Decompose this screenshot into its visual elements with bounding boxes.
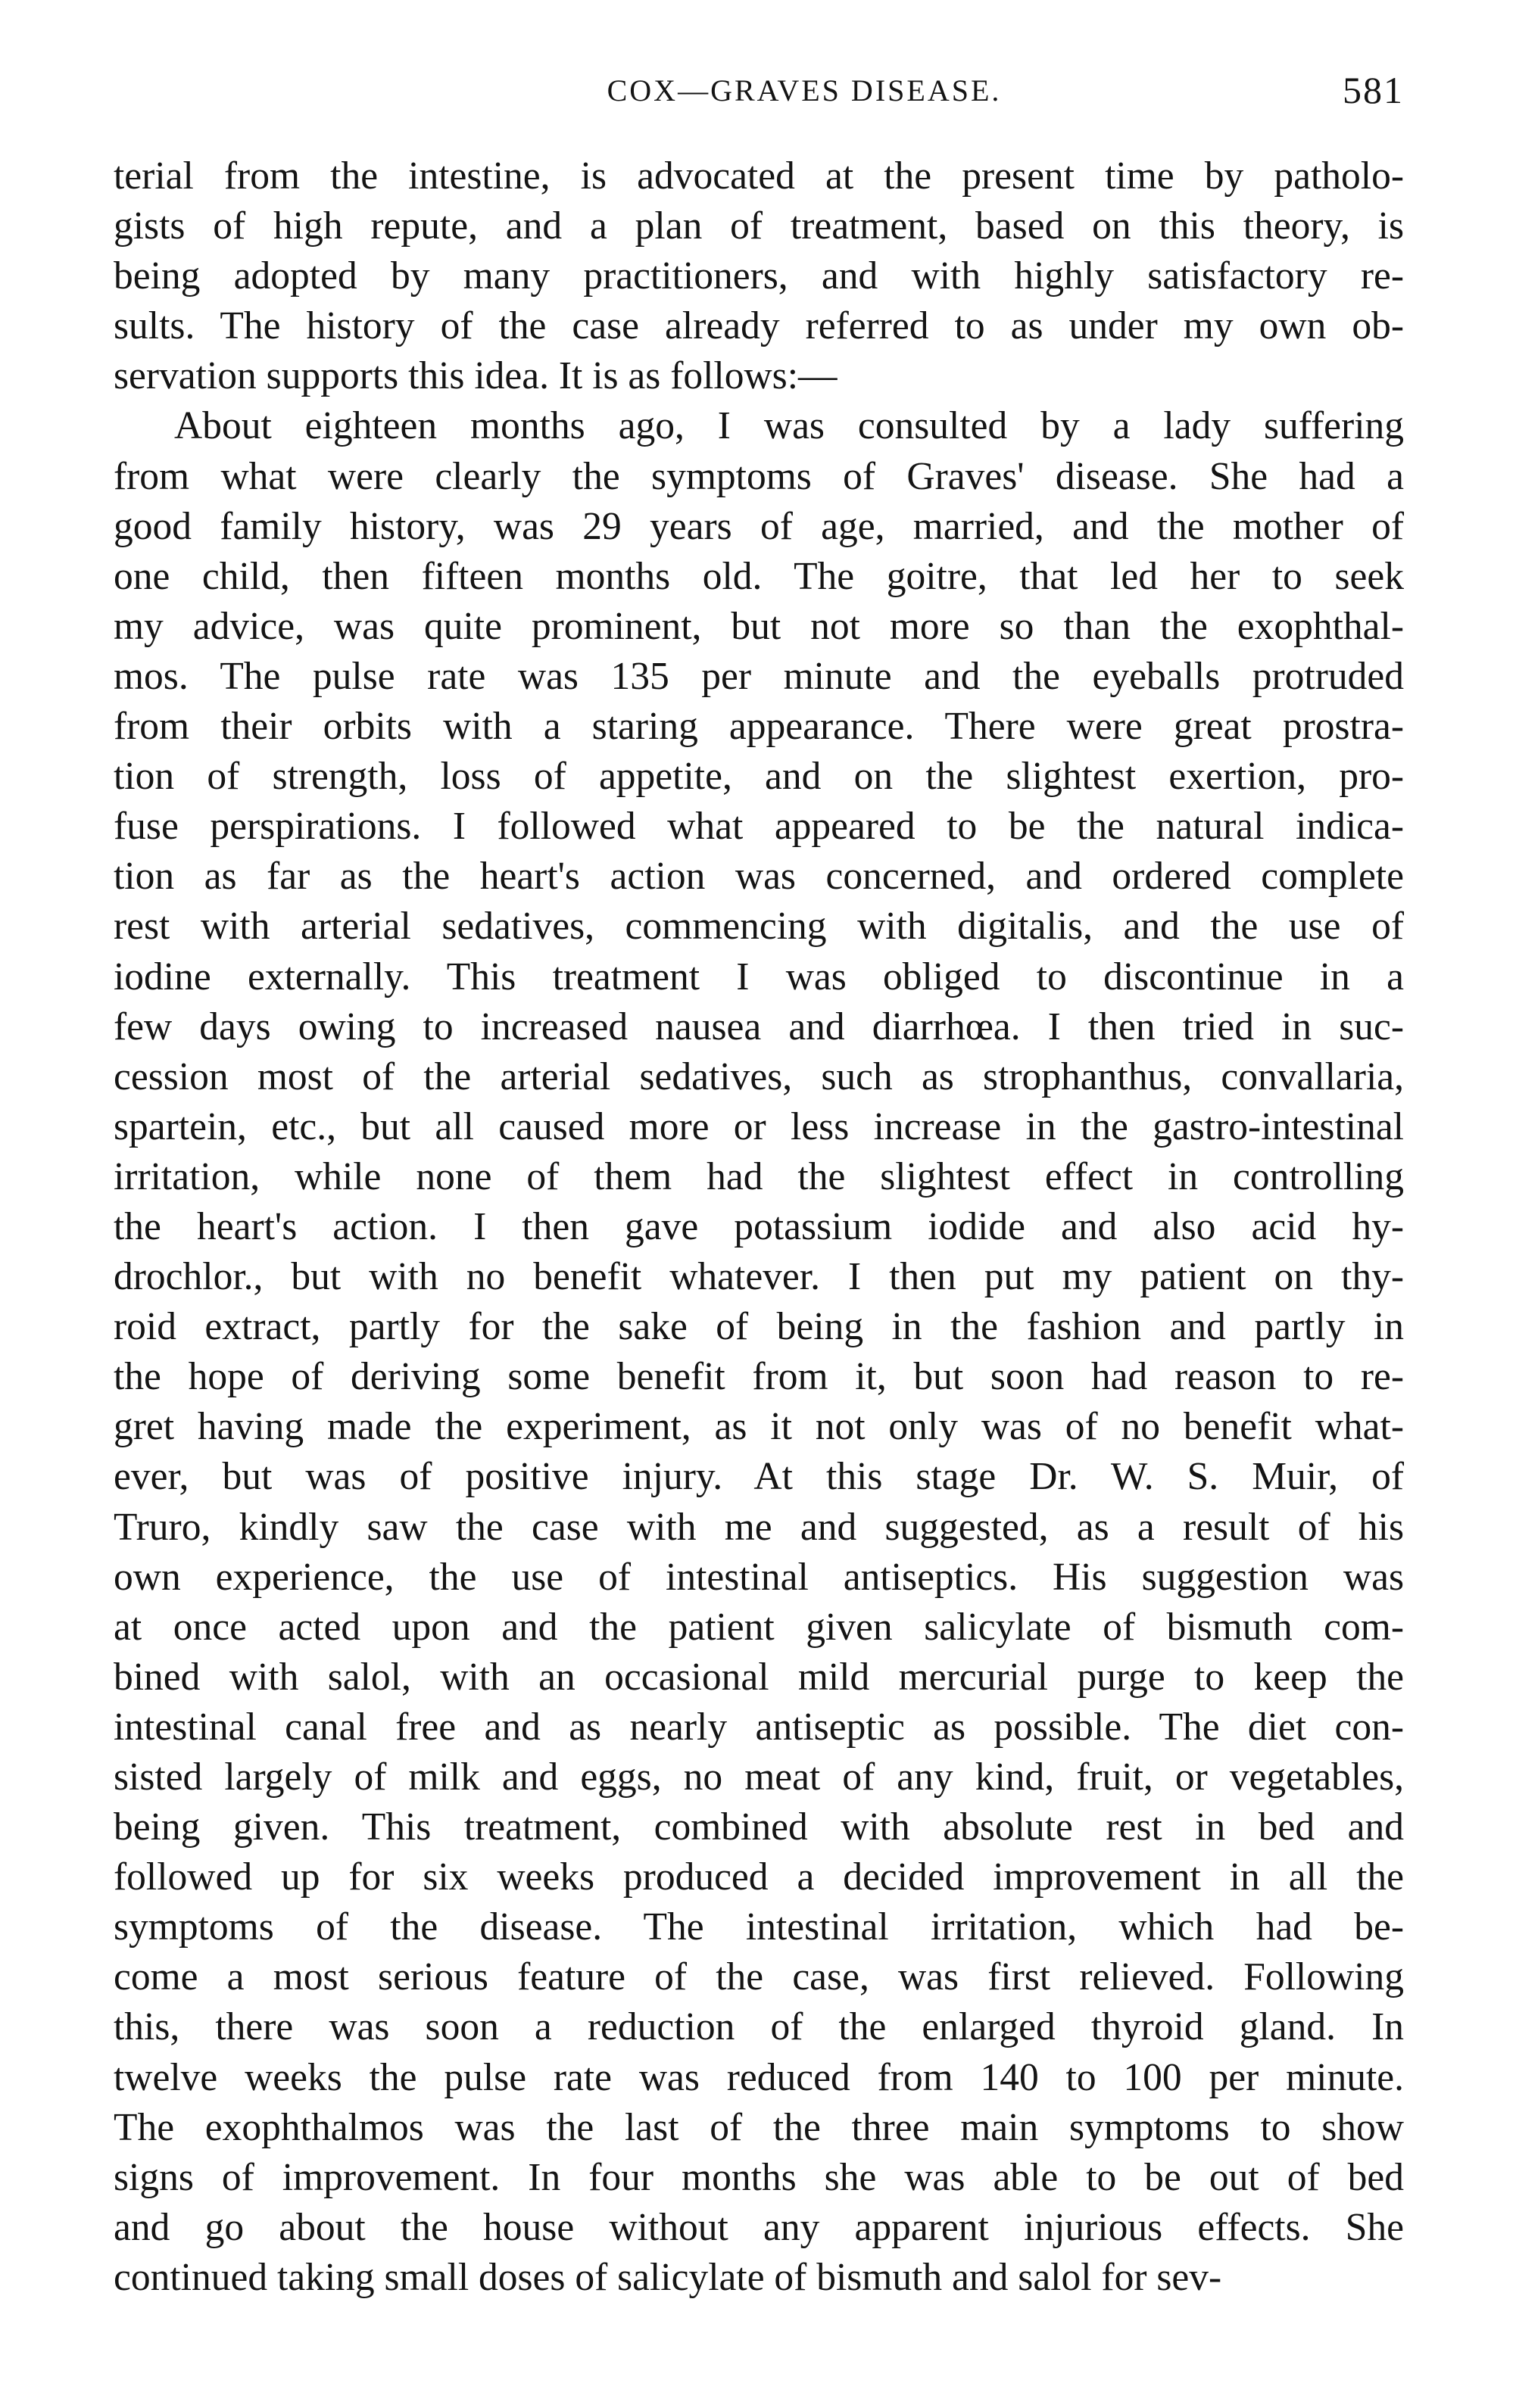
running-head: COX—GRAVES DISEASE. <box>607 73 1002 107</box>
text-line: ever, but was of positive injury. At this stage Dr. W. S. Muir, of <box>114 1455 1404 1499</box>
text-line: the heart's action. I then gave potassium iodide and also acid hy- <box>114 1204 1404 1248</box>
body-text <box>114 151 1404 2303</box>
paragraph <box>114 151 1404 401</box>
text-line: one child, then fifteen months old. The goitre, that led her to seek <box>114 554 1404 598</box>
text-line: cession most of the arterial sedatives, such as strophanthus, convallaria, <box>114 1054 1404 1098</box>
text-line: come a most serious feature of the case, was first relieved. Following <box>114 1955 1404 1999</box>
text-line: intestinal canal free and as nearly antiseptic as possible. The diet con- <box>114 1705 1404 1749</box>
paragraph <box>114 401 1404 2303</box>
text-line: tion as far as the heart's action was concerned, and ordered complete <box>114 855 1404 899</box>
text-line: good family history, was 29 years of age, married, and the mother of <box>114 504 1404 548</box>
text-line: sults. The history of the case already referred to as under my own ob- <box>114 304 1404 348</box>
page <box>114 69 1404 2303</box>
text-line: spartein, etc., but all caused more or less increase in the gastro-intestinal <box>114 1104 1404 1148</box>
text-line: being adopted by many practitioners, and with highly satisfactory re- <box>114 254 1404 298</box>
text-line: signs of improvement. In four months she was able to be out of bed <box>114 2155 1404 2199</box>
text-line: own experience, the use of intestinal antiseptics. His suggestion was <box>114 1555 1404 1599</box>
text-line: gists of high repute, and a plan of treatment, based on this theory, is <box>114 204 1404 248</box>
text-line: About eighteen months ago, I was consulted by a lady suffering <box>174 404 1404 448</box>
text-line: rest with arterial sedatives, commencing with digitalis, and the use of <box>114 905 1404 949</box>
text-line: continued taking small doses of salicylate of bismuth and salol for sev- <box>114 2255 1222 2299</box>
text-line: gret having made the experiment, as it not only was of no benefit what- <box>114 1405 1404 1449</box>
text-line: servation supports this idea. It is as follows:— <box>114 354 838 398</box>
text-line: my advice, was quite prominent, but not more so than the exophthal- <box>114 604 1404 648</box>
text-line: tion of strength, loss of appetite, and on the slightest exertion, pro- <box>114 755 1404 799</box>
text-line: sisted largely of milk and eggs, no meat of any kind, fruit, or vegetables, <box>114 1755 1404 1799</box>
text-line: bined with salol, with an occasional mild mercurial purge to keep the <box>114 1655 1404 1699</box>
text-line: followed up for six weeks produced a decided improvement in all the <box>114 1855 1404 1899</box>
text-line: fuse perspirations. I followed what appeared to be the natural indica- <box>114 805 1404 849</box>
text-line: iodine externally. This treatment I was obliged to discontinue in a <box>114 955 1404 998</box>
text-line: few days owing to increased nausea and diarrhœa. I then tried in suc- <box>114 1005 1404 1048</box>
text-line: this, there was soon a reduction of the enlarged thyroid gland. In <box>114 2005 1404 2049</box>
text-line: drochlor., but with no benefit whatever. I then put my patient on thy- <box>114 1255 1404 1299</box>
text-line: the hope of deriving some benefit from it, but soon had reason to re- <box>114 1355 1404 1399</box>
text-line: Truro, kindly saw the case with me and suggested, as a result of his <box>114 1505 1404 1549</box>
text-line: roid extract, partly for the sake of being in the fashion and partly in <box>114 1305 1404 1349</box>
page-header <box>114 69 1404 133</box>
page-number: 581 <box>1343 69 1404 111</box>
text-line: irritation, while none of them had the slightest effect in controlling <box>114 1154 1404 1198</box>
text-line: twelve weeks the pulse rate was reduced from 140 to 100 per minute. <box>114 2055 1404 2099</box>
text-line: being given. This treatment, combined with absolute rest in bed and <box>114 1805 1404 1849</box>
text-line: from their orbits with a staring appearance. There were great prostra- <box>114 705 1404 749</box>
text-line: terial from the intestine, is advocated at the present time by patholo- <box>114 154 1404 198</box>
text-line: The exophthalmos was the last of the three main symptoms to show <box>114 2105 1404 2149</box>
text-line: mos. The pulse rate was 135 per minute and the eyeballs protruded <box>114 654 1404 698</box>
text-line: symptoms of the disease. The intestinal irritation, which had be- <box>114 1905 1404 1949</box>
text-line: and go about the house without any apparent injurious effects. She <box>114 2205 1404 2249</box>
text-line: at once acted upon and the patient given salicylate of bismuth com- <box>114 1605 1404 1649</box>
text-line: from what were clearly the symptoms of Graves' disease. She had a <box>114 454 1404 498</box>
